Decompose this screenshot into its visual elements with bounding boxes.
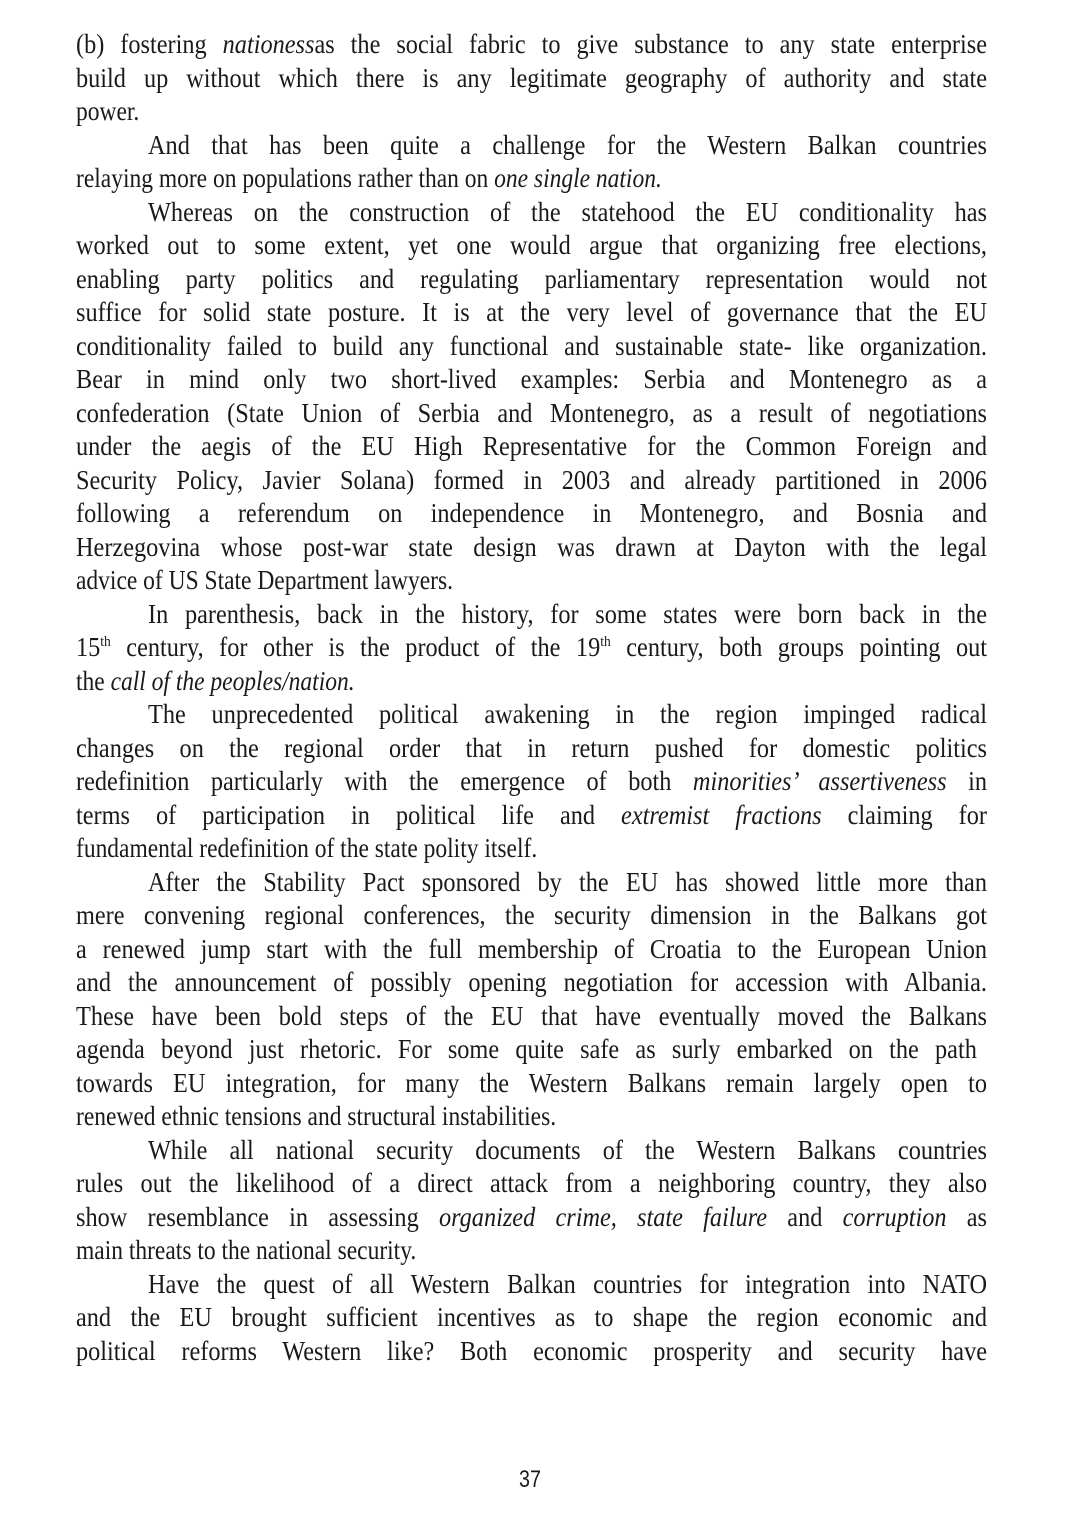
text-line-content: [76, 1167, 987, 1201]
text-run: and: [767, 1201, 843, 1232]
text-run: And that has been quite a challenge for the Western Balkan countries: [148, 129, 987, 160]
text-line: [76, 229, 987, 263]
text-run: as the social fabric to give substance to any state enterprise: [314, 29, 987, 59]
text-line-content: [76, 1067, 987, 1101]
text-line: [76, 631, 987, 665]
text-line-content: [76, 162, 662, 196]
text-line-content: [148, 598, 987, 632]
text-run: Have the quest of all Western Balkan countries for integration into NATO: [148, 1268, 987, 1299]
text-line: [76, 397, 987, 431]
text-line: [76, 464, 987, 498]
text-run: as: [946, 1201, 988, 1232]
text-run: under the aegis of the EU High Representative for the Common Foreign and: [76, 431, 987, 461]
text-line: [76, 1100, 987, 1134]
text-line-content: [76, 732, 987, 766]
text-line-content: [76, 765, 987, 799]
text-line-content: [76, 665, 355, 699]
text-line-content: [76, 363, 987, 397]
text-run: advice of US State Department lawyers.: [76, 565, 454, 595]
italic-text: organized crime, state failure: [438, 1201, 768, 1232]
text-line: [76, 665, 987, 699]
text-run: claiming for: [821, 799, 987, 830]
italic-text: one single nation.: [494, 163, 662, 193]
italic-text: corruption: [842, 1201, 947, 1232]
text-line-content: [76, 1000, 987, 1034]
text-line-content: [76, 1234, 416, 1268]
text-line-content: [148, 866, 987, 900]
text-line: [76, 966, 987, 1000]
text-line-content: [76, 95, 139, 129]
text-line: [76, 866, 987, 900]
text-line: [76, 1134, 987, 1168]
text-line-content: [76, 531, 987, 565]
text-line-content: [76, 1033, 977, 1067]
text-run: changes on the regional order that in return pushed for domestic politics: [76, 732, 988, 763]
text-run: conditionality failed to build any functional and sustainable state- like organization.: [76, 330, 987, 361]
text-line: [76, 129, 987, 163]
text-run: terms of participation in political life and: [76, 799, 622, 830]
text-line-content: [76, 1335, 987, 1369]
text-run: following a referendum on independence in Montenegro, and Bosnia and: [76, 498, 988, 528]
text-line-content: [148, 698, 987, 732]
text-run: power.: [76, 96, 140, 126]
text-run: Security Policy, Javier Solana) formed in 2003 and already partitioned in 2006: [76, 464, 987, 495]
text-line: [76, 162, 987, 196]
text-line-content: [76, 28, 987, 62]
text-run: relaying more on populations rather than on: [76, 163, 495, 193]
text-line-content: [76, 1100, 556, 1134]
text-run: main threats to the national security.: [76, 1235, 417, 1265]
text-run: confederation (State Union of Serbia and Montenegro, as a result of negotiations: [76, 397, 987, 428]
text-line: [76, 1301, 987, 1335]
text-line: [76, 296, 987, 330]
text-run: Bear in mind only two short-lived examples: Serbia and Montenegro as a: [76, 364, 987, 394]
text-line-content: [76, 933, 987, 967]
italic-text: call of the peoples/nation.: [110, 665, 355, 696]
text-run: rules out the likelihood of a direct attack from a neighboring country, they also: [76, 1168, 988, 1198]
text-run: towards EU integration, for many the Western Balkans remain largely open to: [76, 1067, 987, 1098]
text-line-content: [76, 62, 987, 96]
text-line-content: [76, 330, 987, 364]
text-line: [76, 1067, 987, 1101]
text-line-content: [76, 1201, 987, 1235]
text-run: mere convening regional conferences, the security dimension in the Balkans got: [76, 900, 987, 930]
text-line: [76, 430, 987, 464]
text-run: enabling party politics and regulating parliamentary representation would not: [76, 263, 987, 294]
text-run: agenda beyond just rhetoric. For some quite safe as surly embarked on the path: [76, 1034, 977, 1064]
text-line: [76, 765, 987, 799]
text-line: [76, 62, 987, 96]
text-line: [76, 564, 987, 598]
text-line-content: [148, 1134, 987, 1168]
text-line: [76, 799, 987, 833]
text-line-content: [76, 564, 453, 598]
text-line-content: [76, 497, 987, 531]
text-run: Whereas on the construction of the statehood the EU conditionality has: [148, 196, 987, 227]
text-line-content: [148, 1268, 987, 1302]
text-run: The unprecedented political awakening in the region impinged radical: [148, 699, 987, 729]
text-line-content: [76, 464, 987, 498]
text-line: [76, 28, 987, 62]
text-line-content: [76, 229, 987, 263]
text-line: [76, 531, 987, 565]
text-line-content: [148, 196, 987, 230]
text-run: (b) fostering: [76, 29, 223, 59]
text-run: century, both groups pointing out: [610, 632, 987, 662]
text-run: and the EU brought sufficient incentives as to shape the region economic and: [76, 1302, 987, 1332]
text-run: renewed ethnic tensions and structural instabilities.: [76, 1101, 557, 1131]
text-run: These have been bold steps of the EU that have eventually moved the Balkans: [76, 1000, 987, 1031]
text-run: Herzegovina whose post-war state design was drawn at Dayton with the legal: [76, 531, 987, 562]
text-run: the: [76, 665, 111, 696]
body-text: [76, 28, 987, 1368]
text-run: show resemblance in assessing: [76, 1201, 439, 1232]
text-line: [76, 933, 987, 967]
text-line: [76, 196, 987, 230]
superscript: th: [100, 634, 111, 650]
text-run: a renewed jump start with the full membership of Croatia to the European Union: [76, 933, 988, 964]
text-run: suffice for solid state posture. It is at the very level of governance that the EU: [76, 297, 987, 327]
text-line: [76, 363, 987, 397]
text-run: redefinition particularly with the emergence of both: [76, 766, 693, 796]
text-line-content: [76, 899, 987, 933]
text-line: [76, 95, 987, 129]
text-run: 15: [76, 632, 101, 662]
text-line: [76, 263, 987, 297]
text-line: [76, 1234, 987, 1268]
text-line: [76, 1268, 987, 1302]
text-run: and the announcement of possibly opening negotiation for accession with Albania.: [76, 967, 987, 997]
page-number: 37: [519, 1466, 541, 1493]
text-run: political reforms Western like? Both economic prosperity and security have: [76, 1335, 988, 1366]
text-line: [76, 1335, 987, 1369]
text-line-content: [76, 1301, 987, 1335]
text-run: fundamental redefinition of the state polity itself.: [76, 833, 538, 863]
text-line: [76, 832, 987, 866]
superscript: th: [600, 634, 611, 650]
text-line: [76, 698, 987, 732]
text-run: While all national security documents of the Western Balkans countries: [148, 1134, 987, 1165]
text-run: In parenthesis, back in the history, for some states were born back in the: [148, 598, 987, 629]
text-line-content: [76, 397, 987, 431]
text-line: [76, 732, 987, 766]
italic-text: minorities’ assertiveness: [692, 766, 947, 796]
text-line-content: [148, 129, 987, 163]
text-line-content: [76, 430, 987, 464]
text-line: [76, 330, 987, 364]
text-run: build up without which there is any legitimate geography of authority and state: [76, 62, 988, 93]
text-line-content: [76, 631, 987, 665]
text-line-content: [76, 832, 537, 866]
text-run: worked out to some extent, yet one would argue that organizing free elections,: [76, 230, 987, 260]
text-line: [76, 899, 987, 933]
text-line: [76, 1201, 987, 1235]
text-run: in: [946, 766, 987, 796]
text-line-content: [76, 263, 987, 297]
text-line: [76, 497, 987, 531]
text-line-content: [76, 966, 987, 1000]
text-line: [76, 1000, 987, 1034]
text-run: After the Stability Pact sponsored by the EU has showed little more than: [148, 866, 987, 897]
text-line-content: [76, 296, 987, 330]
text-line: [76, 598, 987, 632]
text-run: century, for other is the product of the 19: [110, 632, 601, 662]
italic-text: extremist fractions: [621, 799, 822, 830]
italic-text: nationess: [222, 29, 315, 59]
text-line: [76, 1033, 987, 1067]
text-line: [76, 1167, 987, 1201]
text-line-content: [76, 799, 987, 833]
